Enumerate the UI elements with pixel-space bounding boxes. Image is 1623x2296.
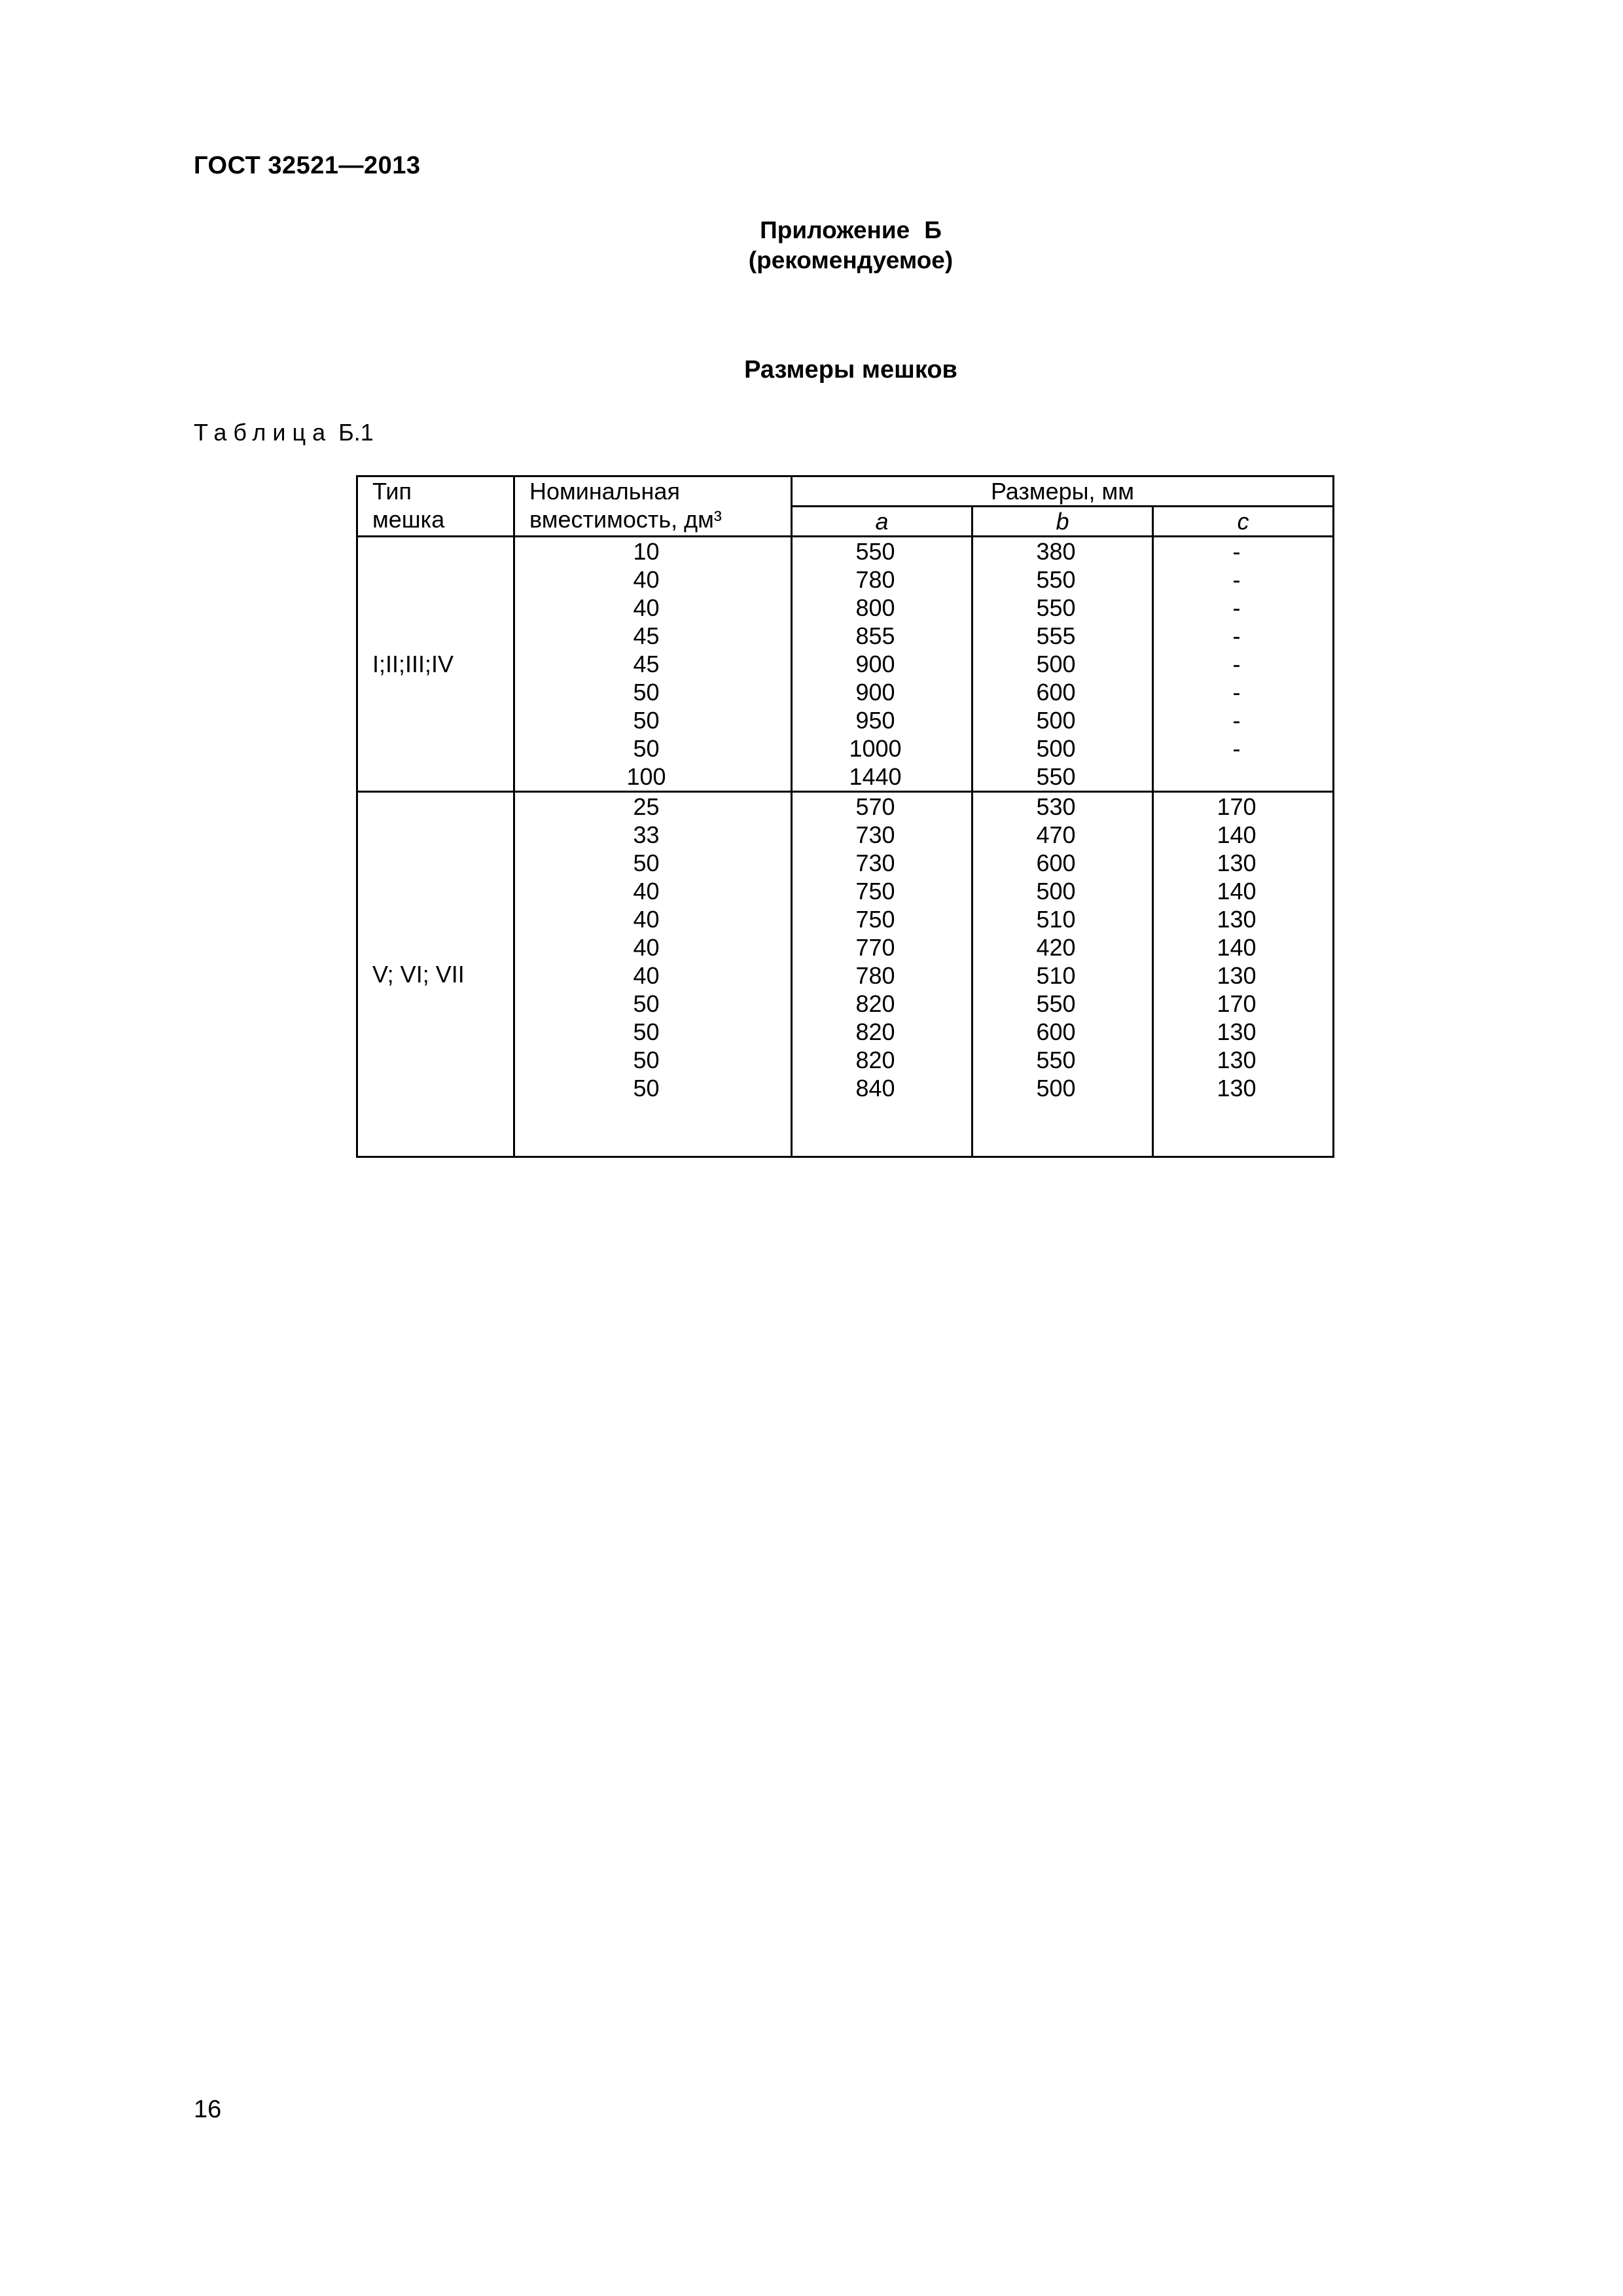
annex-title bbox=[654, 215, 1047, 246]
dimension-c-value: - bbox=[1232, 594, 1241, 621]
capacity-value: 10 bbox=[633, 538, 660, 565]
dimension-b-value: 555 bbox=[1036, 622, 1076, 649]
dimension-a-value: 770 bbox=[855, 934, 895, 961]
dimension-c-value: - bbox=[1232, 735, 1241, 762]
table-body bbox=[357, 537, 1334, 1157]
dimension-c-column-cell bbox=[1153, 792, 1334, 1157]
header-bag-type-line2: мешка bbox=[372, 506, 445, 533]
dimension-a-value: 1000 bbox=[849, 735, 902, 762]
header-dimensions: Размеры, мм bbox=[792, 476, 1334, 507]
dimension-c-value: 130 bbox=[1217, 962, 1257, 989]
dimension-c-value: 130 bbox=[1217, 906, 1257, 933]
table-label bbox=[194, 419, 374, 446]
capacity-value: 40 bbox=[633, 878, 660, 905]
dimension-c-value: 130 bbox=[1217, 1018, 1257, 1045]
capacity-value: 100 bbox=[626, 763, 666, 790]
header-bag-type bbox=[357, 476, 514, 537]
dimension-c-value: - bbox=[1232, 622, 1241, 649]
annex-word: Приложение bbox=[760, 217, 910, 243]
dimension-a-value: 750 bbox=[855, 906, 895, 933]
capacity-column-cell bbox=[514, 537, 792, 792]
dimension-b-column-cell bbox=[972, 792, 1153, 1157]
capacity-value: 40 bbox=[633, 566, 660, 593]
dimension-c-value: 170 bbox=[1217, 793, 1257, 820]
dimension-c-value: 130 bbox=[1217, 850, 1257, 876]
capacity-value: 50 bbox=[633, 850, 660, 876]
dimension-c-value: - bbox=[1232, 566, 1241, 593]
dimension-b-value: 600 bbox=[1036, 679, 1076, 706]
dimension-b-value: 500 bbox=[1036, 707, 1076, 734]
dimension-c-value: - bbox=[1232, 707, 1241, 734]
dimension-b-value: 500 bbox=[1036, 878, 1076, 905]
header-dimension-a: a bbox=[792, 507, 972, 537]
bag-type-cell: I;II;III;IV bbox=[357, 537, 514, 792]
dimension-c-value: - bbox=[1232, 651, 1241, 677]
capacity-value: 45 bbox=[633, 622, 660, 649]
dimension-b-value: 500 bbox=[1036, 1075, 1076, 1102]
dimension-a-value: 1440 bbox=[849, 763, 902, 790]
dimension-a-value: 750 bbox=[855, 878, 895, 905]
capacity-value: 50 bbox=[633, 1075, 660, 1102]
dimension-b-value: 510 bbox=[1036, 906, 1076, 933]
dimension-b-value: 420 bbox=[1036, 934, 1076, 961]
table-row bbox=[357, 537, 1334, 792]
dimension-b-value: 600 bbox=[1036, 1018, 1076, 1045]
bag-sizes-table bbox=[356, 475, 1334, 1158]
dimension-a-value: 900 bbox=[855, 679, 895, 706]
dimension-b-column-cell bbox=[972, 537, 1153, 792]
section-title: Размеры мешков bbox=[744, 356, 957, 384]
dimension-c-value: 140 bbox=[1217, 821, 1257, 848]
header-dimension-b: b bbox=[972, 507, 1153, 537]
capacity-value: 50 bbox=[633, 679, 660, 706]
capacity-value: 50 bbox=[633, 1018, 660, 1045]
table-label-number: Б.1 bbox=[338, 419, 374, 446]
document-code: ГОСТ 32521—2013 bbox=[194, 152, 421, 179]
capacity-value: 25 bbox=[633, 793, 660, 820]
dimension-a-value: 855 bbox=[855, 622, 895, 649]
capacity-value: 40 bbox=[633, 962, 660, 989]
page-number: 16 bbox=[194, 2096, 222, 2123]
dimension-a-value: 730 bbox=[855, 850, 895, 876]
dimension-c-value: - bbox=[1232, 538, 1241, 565]
dimension-a-value: 820 bbox=[855, 1047, 895, 1073]
dimension-b-value: 550 bbox=[1036, 763, 1076, 790]
dimension-c-value: 140 bbox=[1217, 934, 1257, 961]
dimension-b-value: 550 bbox=[1036, 566, 1076, 593]
header-capacity bbox=[514, 476, 792, 537]
dimension-b-value: 500 bbox=[1036, 735, 1076, 762]
capacity-value: 50 bbox=[633, 707, 660, 734]
dimension-b-value: 550 bbox=[1036, 990, 1076, 1017]
dimension-a-value: 950 bbox=[855, 707, 895, 734]
dimension-c-value: 140 bbox=[1217, 878, 1257, 905]
dimension-a-value: 730 bbox=[855, 821, 895, 848]
dimension-a-column-cell bbox=[792, 792, 972, 1157]
header-capacity-line1: Номинальная bbox=[529, 478, 680, 505]
annex-status: (рекомендуемое) bbox=[748, 247, 954, 274]
capacity-value: 40 bbox=[633, 934, 660, 961]
capacity-value: 50 bbox=[633, 735, 660, 762]
dimension-a-value: 550 bbox=[855, 538, 895, 565]
dimension-b-value: 530 bbox=[1036, 793, 1076, 820]
dimension-b-value: 380 bbox=[1036, 538, 1076, 565]
capacity-value: 45 bbox=[633, 651, 660, 677]
dimension-a-value: 570 bbox=[855, 793, 895, 820]
dimension-a-value: 820 bbox=[855, 990, 895, 1017]
dimension-c-column-cell bbox=[1153, 537, 1334, 792]
dimension-a-value: 820 bbox=[855, 1018, 895, 1045]
dimension-b-value: 470 bbox=[1036, 821, 1076, 848]
dimension-b-value: 550 bbox=[1036, 1047, 1076, 1073]
dimension-b-value: 600 bbox=[1036, 850, 1076, 876]
dimension-b-value: 500 bbox=[1036, 651, 1076, 677]
header-dimension-c: c bbox=[1153, 507, 1334, 537]
dimension-a-value: 840 bbox=[855, 1075, 895, 1102]
capacity-column-cell bbox=[514, 792, 792, 1157]
bag-type-cell: V; VI; VII bbox=[357, 792, 514, 1157]
table-row bbox=[357, 792, 1334, 1157]
capacity-value: 40 bbox=[633, 906, 660, 933]
dimension-b-value: 550 bbox=[1036, 594, 1076, 621]
dimension-a-column-cell bbox=[792, 537, 972, 792]
header-bag-type-line1: Тип bbox=[372, 478, 412, 505]
dimension-c-value: 170 bbox=[1217, 990, 1257, 1017]
capacity-value: 33 bbox=[633, 821, 660, 848]
capacity-value: 50 bbox=[633, 990, 660, 1017]
dimension-a-value: 800 bbox=[855, 594, 895, 621]
dimension-c-value: - bbox=[1232, 679, 1241, 706]
dimension-c-value: 130 bbox=[1217, 1047, 1257, 1073]
capacity-value: 50 bbox=[633, 1047, 660, 1073]
dimension-c-value: 130 bbox=[1217, 1075, 1257, 1102]
dimension-a-value: 780 bbox=[855, 566, 895, 593]
header-capacity-line2: вместимость, дм³ bbox=[529, 506, 722, 533]
capacity-value: 40 bbox=[633, 594, 660, 621]
annex-letter: Б bbox=[924, 217, 942, 243]
dimension-b-value: 510 bbox=[1036, 962, 1076, 989]
table-label-word: Таблица bbox=[194, 419, 332, 446]
dimension-c-value bbox=[1154, 762, 1332, 791]
dimension-a-value: 900 bbox=[855, 651, 895, 677]
dimension-a-value: 780 bbox=[855, 962, 895, 989]
